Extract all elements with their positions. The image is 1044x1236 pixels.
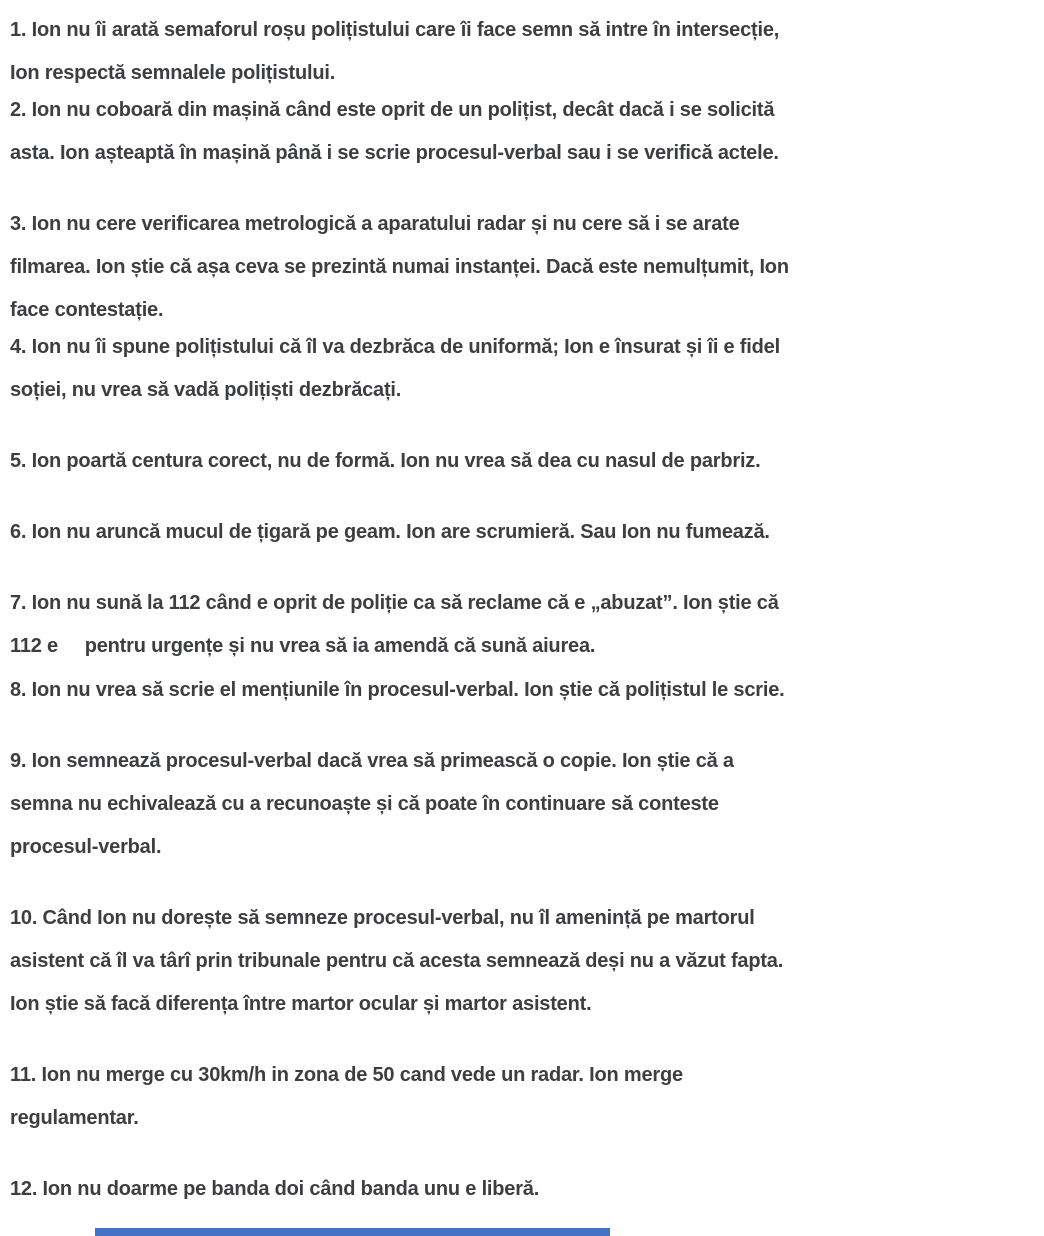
list-item-11 bbox=[10, 1054, 1024, 1140]
text-line: procesul-verbal. bbox=[10, 836, 162, 858]
text-line: 5. Ion poartă centura corect, nu de formă. Ion nu vrea să dea cu nasul de parbriz. bbox=[10, 450, 761, 472]
list-item-7 bbox=[10, 582, 1024, 668]
text-line: 3. Ion nu cere verificarea metrologică a aparatului radar și nu cere să i se arate bbox=[10, 213, 740, 235]
list-item-8 bbox=[10, 669, 1024, 712]
text-line: semna nu echivalează cu a recunoaște și că poate în continuare să conteste bbox=[10, 793, 719, 815]
list-item-5 bbox=[10, 440, 1024, 483]
text-line: asta. Ion așteaptă în mașină până i se scrie procesul-verbal sau i se verifică actele. bbox=[10, 142, 779, 164]
list-item-6 bbox=[10, 511, 1024, 554]
text-line: 2. Ion nu coboară din mașină când este oprit de un polițist, decât dacă i se solicită bbox=[10, 99, 775, 121]
text-line: 10. Când Ion nu dorește să semneze procesul-verbal, nu îl amenință pe martorul bbox=[10, 907, 755, 929]
text-line: face contestație. bbox=[10, 299, 164, 321]
text-line: 12. Ion nu doarme pe banda doi când banda unu e liberă. bbox=[10, 1178, 540, 1200]
text-line: regulamentar. bbox=[10, 1107, 139, 1129]
list-item-10 bbox=[10, 897, 1024, 1026]
bottom-blue-bar bbox=[95, 1228, 610, 1236]
list-item-2 bbox=[10, 89, 1024, 175]
list-item-9 bbox=[10, 740, 1024, 869]
text-line: asistent că îl va târî prin tribunale pentru că acesta semnează deși nu a văzut fapta. bbox=[10, 950, 784, 972]
text-line: soției, nu vrea să vadă polițiști dezbrăcați. bbox=[10, 379, 402, 401]
text-line: 4. Ion nu îi spune polițistului că îl va dezbrăca de uniformă; Ion e însurat și îi e fidel bbox=[10, 336, 780, 358]
text-line: filmarea. Ion știe că așa ceva se prezintă numai instanței. Dacă este nemulțumit, Ion bbox=[10, 256, 789, 278]
text-line: 7. Ion nu sună la 112 când e oprit de poliție ca să reclame că e „abuzat”. Ion știe că bbox=[10, 592, 779, 614]
list-item-1 bbox=[10, 9, 1024, 95]
text-line: Ion respectă semnalele polițistului. bbox=[10, 62, 336, 84]
text-line: 6. Ion nu aruncă mucul de țigară pe geam. Ion are scrumieră. Sau Ion nu fumează. bbox=[10, 521, 770, 543]
text-line: 11. Ion nu merge cu 30km/h in zona de 50 cand vede un radar. Ion merge bbox=[10, 1064, 683, 1086]
text-line: 1. Ion nu îi arată semaforul roșu polițistului care îi face semn să intre în intersecție, bbox=[10, 19, 780, 41]
text-line: Ion știe să facă diferența între martor ocular și martor asistent. bbox=[10, 993, 592, 1015]
text-line: 112 e pentru urgențe și nu vrea să ia amendă că sună aiurea. bbox=[10, 635, 596, 657]
list-item-12 bbox=[10, 1168, 1024, 1211]
text-line: 9. Ion semnează procesul-verbal dacă vrea să primească o copie. Ion știe că a bbox=[10, 750, 734, 772]
text-line: 8. Ion nu vrea să scrie el mențiunile în procesul-verbal. Ion știe că polițistul le scrie. bbox=[10, 679, 785, 701]
list-item-4 bbox=[10, 326, 1024, 412]
list-item-3 bbox=[10, 203, 1024, 332]
